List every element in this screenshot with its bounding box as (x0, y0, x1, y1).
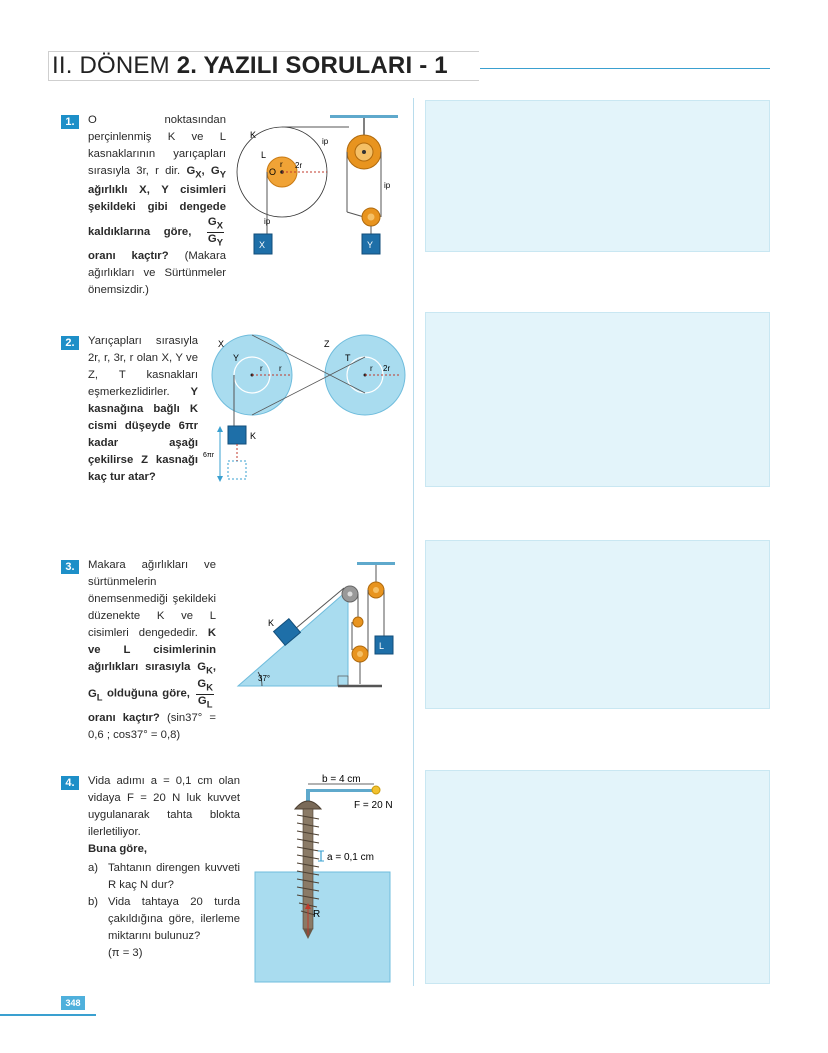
label-angle: 37° (258, 674, 271, 683)
label-y: Y (233, 353, 240, 363)
small-pulley (353, 617, 363, 627)
label-o: O (269, 167, 277, 177)
footer-rule (0, 1014, 96, 1016)
label-2r: 2r (383, 364, 391, 373)
question-3-text: Makara ağırlıkları ve sürtünmelerin önemsenmediği şekildeki düzenekte K ve L cisimleri dengededir. K ve L cisimlerinin ağırlıkları sırasıyla $G_K$, $G_L$ olduğuna göre, $\frac{G_K}{G_L}$ oranı kaçtır? (sin37° = 0,6 ; cos37° = 0,8) (88, 559, 217, 741)
answer-box-4[interactable] (425, 770, 770, 984)
label-b: b = 4 cm (322, 774, 361, 785)
label-x: X (218, 339, 225, 349)
question-number-2: 2. (61, 336, 79, 350)
question-number-3: 3. (61, 560, 79, 574)
screw-head (295, 801, 321, 809)
label-z: Z (324, 339, 330, 349)
label-r1: r (260, 364, 263, 373)
label-r3: r (370, 364, 373, 373)
label-a: a = 0,1 cm (327, 852, 374, 863)
force-point (372, 786, 380, 794)
question-number-4: 4. (61, 776, 79, 790)
label-r2: r (279, 364, 282, 373)
fraction-gx-gy: $\frac{G_X}{G_Y}$ (207, 216, 223, 247)
answer-box-3[interactable] (425, 540, 770, 709)
question-number-1: 1. (61, 115, 79, 129)
question-2-text: Yarıçapları sırasıyla 2r, r, 3r, r olan X, Y ve Z, T kasnakları eşmerkezlidirler. Y kasnağına bağlı K cismi düşeyde 6πr kadar aşağı çekilirse Z kasnağı kaç tur atar? (88, 335, 198, 483)
page-title-main: 2. YAZILI SORULARI - 1 (176, 52, 448, 79)
label-f: F = 20 N (354, 800, 393, 811)
ceiling-bar (330, 115, 398, 118)
label-x: X (259, 240, 266, 250)
label-y: Y (367, 240, 374, 250)
figure-q3-incline (232, 558, 407, 693)
block-k (228, 426, 246, 444)
page-number: 348 (61, 996, 85, 1010)
answer-box-1[interactable] (425, 100, 770, 252)
answer-box-2[interactable] (425, 312, 770, 487)
figure-q2-wheels (200, 333, 405, 493)
label-l: L (379, 641, 385, 651)
question-1-text: O noktasından perçinlenmiş K ve L kasnaklarının yarıçapları sırasıyla 3r, r dir. $G_X$, $G_Y$ ağırlıklı X, Y cisimleri şekildeki gibi dengede kaldıklarına göre, $\frac{G_X}{G_Y}$ oranı kaçtır? (Makara ağırlıkları ve Sürtünmeler önemsizdir.) (88, 114, 226, 296)
label-ip-top: ip (322, 137, 329, 146)
label-6pir: 6πr (203, 452, 215, 459)
label-2r: 2r (295, 161, 303, 170)
label-k: K (250, 431, 257, 441)
label-ip-left: ip (264, 217, 271, 226)
label-r: R (313, 909, 321, 920)
label-t: T (345, 353, 351, 363)
column-divider (413, 98, 414, 986)
fraction-gk-gl: $\frac{G_K}{G_L}$ (197, 678, 213, 709)
figure-q1-pulleys (232, 112, 402, 262)
question-4-text: Vida adımı a = 0,1 cm olan vidaya F = 20 N luk kuvvet uygulanarak tahta blokta ilerletiliyor. Buna göre, (88, 775, 240, 855)
page-title-prefix: II. DÖNEM (52, 52, 170, 79)
block-k-ghost (228, 461, 246, 479)
label-ip-right: ip (384, 181, 391, 190)
label-r: r (280, 160, 283, 169)
header-rule (480, 68, 770, 69)
question-4-part-a: a) Tahtanın direngen kuvveti R kaç N dur? b) Vida tahtaya 20 turda çakıldığına göre, ilerleme miktarını bulunuz? (π = 3) (88, 862, 240, 959)
label-k: K (250, 130, 257, 140)
label-l: L (261, 150, 267, 160)
wood-block (255, 872, 390, 982)
figure-q4-screw (250, 775, 410, 985)
label-k: K (268, 618, 275, 628)
page-title (52, 52, 448, 80)
lever-arm (308, 789, 374, 792)
